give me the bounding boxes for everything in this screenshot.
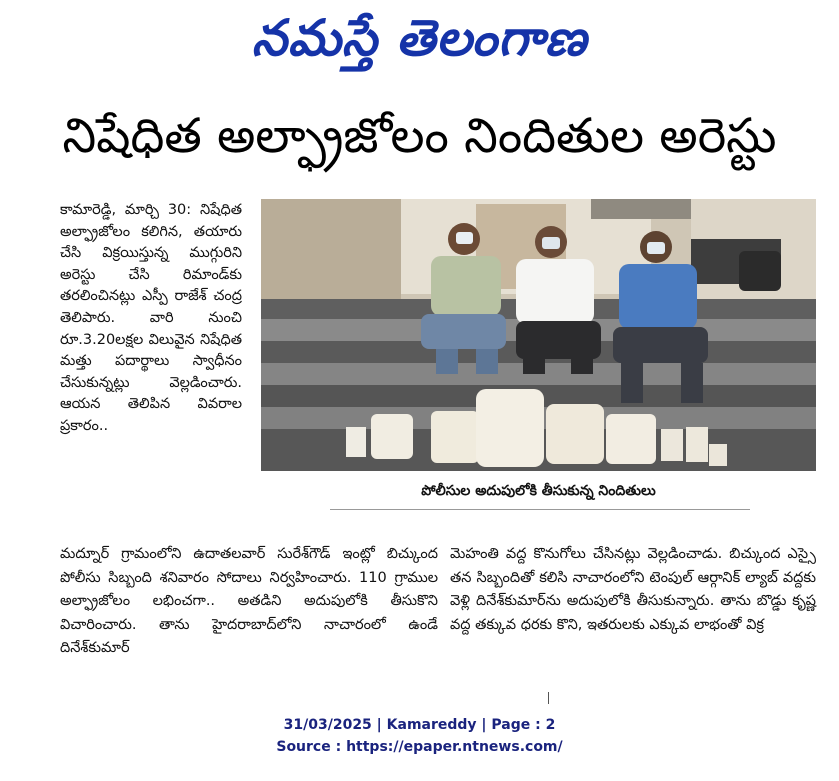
page-marker xyxy=(548,692,549,704)
caption-divider xyxy=(330,509,750,510)
article-body-left-text: మద్నూర్ గ్రామంలోని ఉదాతలవార్ సురేశ్‌గౌడ్ ఇంట్లో బిచ్కుంద పోలీసు సిబ్బంది శనివారం సోదాలు నిర్వహించారు. 110 గ్రాముల అల్ఫ్రాజోలం లభించగా.. అతడిని అదుపులోకి తీసుకొని విచారించారు. తాను హైదరాబాద్‌లోని నాచారంలో ఉండే దినేశ్‌కుమార్ xyxy=(60,546,438,656)
news-photo xyxy=(261,199,816,471)
article-body-left-column xyxy=(60,543,438,688)
article-body-right-text: మెహంతి వద్ద కొనుగోలు చేసినట్లు వెల్లడించాడు. బిచ్కుంద ఎస్సై తన సిబ్బందితో కలిసి నాచారంలోని టెంపుల్ ఆర్గానిక్ ల్యాబ్ వద్దకు వెళ్లి దినేశ్‌కుమార్‌ను అదుపులోకి తీసుకున్నారు. తాను బొడ్డు కృష్ణ వద్ద తక్కువ ధరకు కొని, ఇతరులకు ఎక్కువ లాభంతో విక్ర xyxy=(450,546,816,633)
newspaper-masthead: నమస్తే తెలంగాణ xyxy=(251,9,588,67)
photo-caption: పోలీసుల అదుపులోకి తీసుకున్న నిందితులు xyxy=(421,483,656,499)
article-intro-text: కామారెడ్డి, మార్చి 30: నిషేధిత అల్ఫ్రాజోలం కలిగిన, తయారు చేసి విక్రయిస్తున్న ముగ్గురిని అరెస్టు చేసి రిమాండ్‌కు తరలించినట్లు ఎస్పీ రాజేశ్ చంద్ర తెలిపారు. వారి నుంచి రూ.3.20లక్షల విలువైన నిషేధిత మత్తు పదార్థాలు స్వాధీనం చేసుకున్నట్లు వెల్లడించారు. ఆయన తెలిపిన వివరాల ప్రకారం.. xyxy=(60,202,242,434)
article-headline: నిషేధిత అల్ఫ్రాజోలం నిందితుల అరెస్టు xyxy=(62,108,777,164)
edition-info: 31/03/2025 | Kamareddy | Page : 2 xyxy=(283,717,556,733)
accused-persons-photo xyxy=(261,199,816,471)
article-body-right-column xyxy=(450,543,816,688)
source-link[interactable]: Source : https://epaper.ntnews.com/ xyxy=(276,739,563,755)
article-intro-column xyxy=(60,200,242,540)
page-footer xyxy=(0,714,839,758)
